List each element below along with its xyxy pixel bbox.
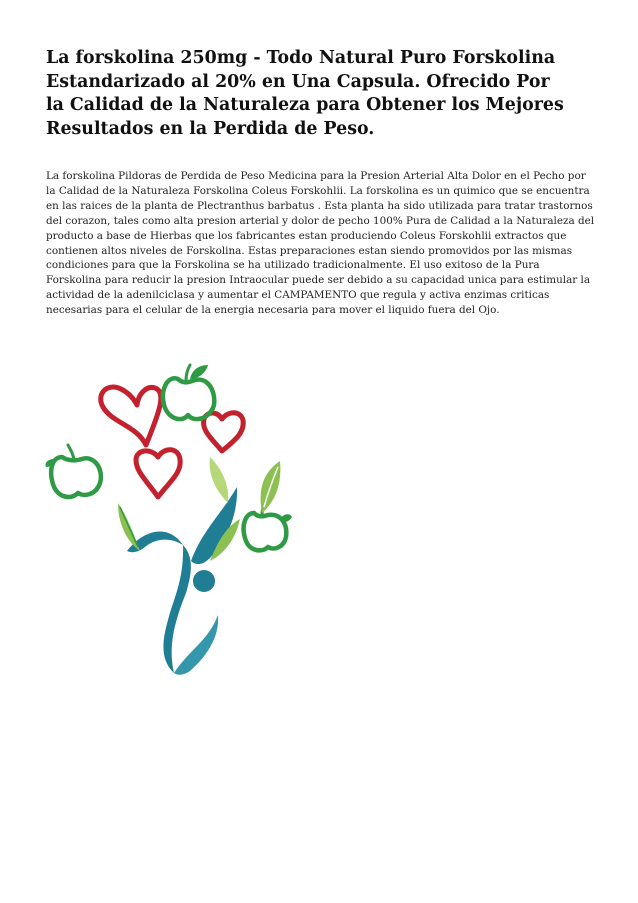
healthy-person-illustration	[40, 355, 310, 700]
figure-leg	[174, 615, 218, 675]
person-figure	[127, 487, 237, 675]
body-paragraph: La forskolina Pildoras de Perdida de Peso Medicina para la Presion Arterial Alta Dolor en el Pecho por la Calidad de la Naturaleza Forskolina Coleus Forskohlii. La forskolina es un quimico que se encuentra en las raices de la planta de Plectranthus barbatus . Esta planta ha sido utilizada para tratar trastornos del corazon, tales como alta presion arterial y dolor de pecho 100% Pura de Calidad a la Naturaleza del producto a base de Hierbas que los fabricantes estan produciendo Coleus Forskohlii extractos que contienen altos niveles de Forskolina. Estas preparaciones estan siendo promovidos por las mismas condiciones para que la Forskolina se ha utilizado tradicionalmente. El uso exitoso de la Pura Forskolina para reducir la presion Intraocular puede ser debido a su capacidad unica para estimular la actividad de la adenilciclasa y aumentar el CAMPAMENTO que regula y activa enzimas criticas necesarias para el celular de la energia necesaria para mover el liquido fuera del Ojo.	[46, 170, 595, 317]
apple-left	[45, 445, 100, 497]
heart-left	[101, 387, 161, 445]
page-title: La forskolina 250mg - Todo Natural Puro Forskolina Estandarizado al 20% en Una Capsula. Ofrecido Por la Calidad de la Naturaleza para Obtener los Mejores Resultados en la Perdida de Peso.	[46, 48, 564, 139]
leaf-center-right	[210, 457, 229, 503]
apple-top	[163, 365, 214, 419]
apple-right	[244, 501, 292, 550]
figure-body	[163, 545, 190, 673]
figure-head	[193, 570, 215, 592]
heart-center	[136, 450, 180, 497]
heart-right	[203, 413, 243, 451]
